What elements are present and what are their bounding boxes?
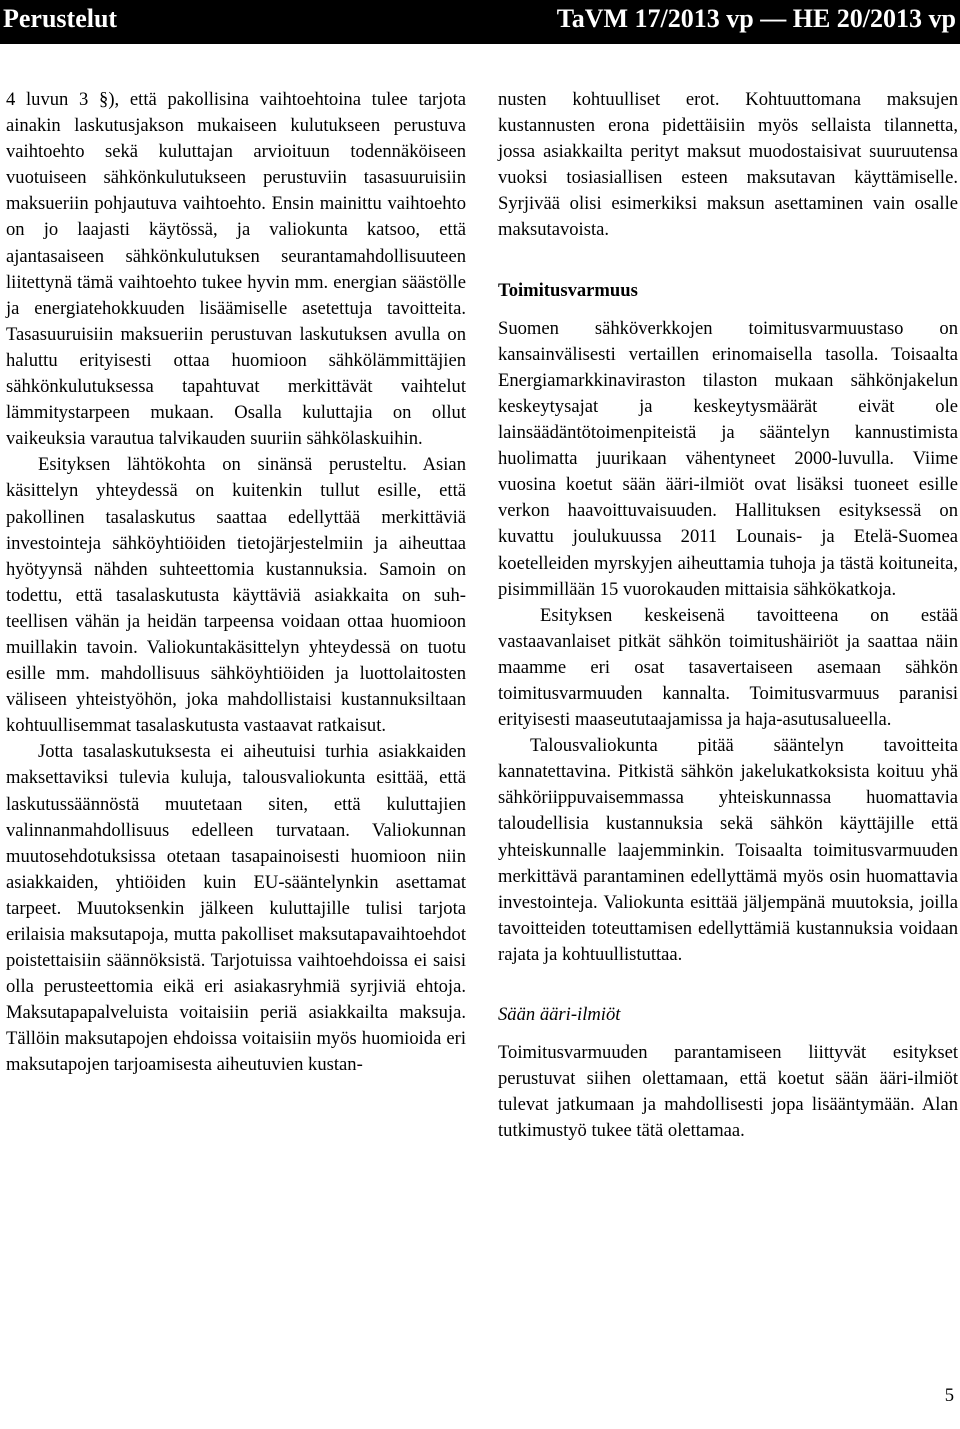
paragraph: Suomen sähköverkkojen toimitusvarmuustaso on kansainvälisesti vertaillen erinomaisella tasolla. Toisaalta Energiamarkkinaviraston tilaston mukaan sähkönjakelun keskeytysajat ja keskeytysmäärät eivät ole lainsäädäntötoimenpiteistä ja sääntelyn kannustimista huolimatta juurikaan vähentyneet 2000-luvulla. Viime vuosina koetut sään ääri-ilmiöt ovat lisäksi tuoneet esille verkon haavoittuvaisuuden. Hallituksen esityksessä on kuvattu joulukuussa 2011 Lounais- ja Etelä-Suomea koetelleiden myrskyjen aiheuttamia tuhoja ja tästä koituneita, pisimmillään 15 vuorokauden mittaisia sähkökatkoja. [498, 317, 958, 600]
section-heading-toimitusvarmuus: Toimitusvarmuus [498, 279, 638, 301]
paragraph: Esityksen lähtökohta on sinänsä perusteltu. Asian käsittelyn yhteydessä on kuitenkin tullut esille, että pakollinen tasalaskutus saattaa edellyttää merkittäviä investointeja sähköyhtiöiden tietojärjestelmiin ja aiheuttaa hyötyynsä nähden suhteettomia kustannuksia. Samoin on todettu, että tasalaskutusta käyttäviä asiakkaita on suhteellisen vähän ja heidän tarpeensa voidaan ottaa huomioon muillakin tavoin. Valiokuntakäsittelyn yhteydessä on tuotu esille mm. mahdollisuus sähköyhtiöiden ja luottolaitosten väliseen yhteistyöhön, joka mahdollistaisi kustannuksiltaan kohtuullisemmat tasalaskutusta vastaavat ratkaisut. [6, 454, 466, 737]
paragraph: Talousvaliokunta pitää sääntelyn tavoitteita kannatettavina. Pitkistä sähkön jakelukatkoksista koituu yhä sähköriippuvaisemmassa yhteiskunnassa huomattavia taloudellisia kustannuksia sekä sähkön käyttäjille että yhteiskunnalle laajemminkin. Toisaalta toimitusvarmuuden merkittävä parantaminen edellyttämä myös osin huomattavia investointeja. Valiokunta esittää jäljempänä muutoksia, joilla tavoitteiden toteuttamisen edellyttämiä kustannuksia voidaan rajata ja kohtuullistuttaa. [498, 735, 958, 965]
paragraph: nusten kohtuulliset erot. Kohtuuttomana maksujen kustannusten erona pidettäisiin myös sellaista tilannetta, jossa asiakkailta perityt maksut muodostaisivat suuruutensa vuoksi tosiasiallisen esteen maksutavan käyttämiselle. Syrjivää olisi esimerkiksi maksun asettaminen vain osalle maksutavoista. [498, 89, 958, 241]
paragraph: Jotta tasalaskutuksesta ei aiheutuisi turhia asiakkaiden maksettaviksi tulevia kuluja, talousvaliokunta esittää, että laskutussäännöstä muutetaan siten, että kuluttajien valinnanmahdollisuus edelleen turvataan. Valiokunnan muutosehdotuksissa otetaan tasapainoisesti huomioon niin asiakkaiden, yhtiöiden kuin EU-sääntelynkin asettamat tarpeet. Muutoksenkin jälkeen kuluttajille tulisi tarjota erilaisia maksutapoja, mutta pakolliset maksutapavaihtoehdot poistettaisiin säännöksistä. Tarjotuissa vaihtoehdoissa ei saisi olla perusteettomia eikä eri asiakasryhmiä syrjiviä ehtoja. Maksutapapalveluista voitaisiin periä asiakkailta maksuja. Tällöin maksutapojen ehdoissa voitaisiin myös huomioida eri maksutapojen tarjoamisesta aiheutuvien kustan- [6, 741, 466, 1076]
paragraph: 4 luvun 3 §), että pakollisina vaihtoehtoina tulee tarjota ainakin laskutusjakson mukaiseen kulutukseen perustuva vaihtoehto sekä kuluttajan arvioituun todennäköiseen vuotuiseen sähkönkulutukseen perustuviin tasasuuruisiin maksueriin pohjautuva vaihtoehto. Ensin mainittu vaihtoehto on jo laajasti käytössä, ja valiokunta katsoo, että ajantasaiseen sähkönkulutuksen seurantamahdollisuuteen liitettynä tämä vaihtoehto tukee hyvin mm. energian säästölle ja energiatehokkuuden lisäämiselle asetettuja tavoitteita. Tasasuuruisiin maksueriin perustuvan laskutuksen avulla on haluttu erityisesti ottaa huomioon sähkölämmittäjien sähkönkulutuksessa tapahtuvat merkittävät vaihtelut lämmitystarpeen mukaan. Osalla kuluttajia on ollut vaikeuksia varautua talvikauden suuriin sähkölaskuihin. [6, 89, 466, 450]
section-heading-saan-aari-ilmiot: Sään ääri-ilmiöt [498, 1004, 621, 1025]
right-column [498, 87, 958, 1144]
header-section-title: Perustelut [3, 4, 118, 33]
paragraph: Toimitusvarmuuden parantamiseen liittyvät esitykset perustuvat siihen olettamaan, että koetut sään ääri-ilmiöt tulevat jatkumaan ja mahdollisesti jopa lisääntymään. Alan tutkimustyö tukee tätä olettamaa. [498, 1042, 958, 1142]
page-number: 5 [944, 1385, 954, 1406]
left-column [6, 87, 466, 1079]
paragraph: Esityksen keskeisenä tavoitteena on estää vastaavanlaiset pitkät sähkön toimitushäiriöt ja saattaa näin maamme eri osat tasavertaiseen asemaan sähkön toimitusvarmuuden kannalta. Toimitusvarmuus paranisi erityisesti maaseututaajamissa ja haja-asutusalueella. [498, 604, 958, 731]
header-document-id: TaVM 17/2013 vp — HE 20/2013 vp [556, 4, 956, 33]
running-header [0, 0, 960, 44]
